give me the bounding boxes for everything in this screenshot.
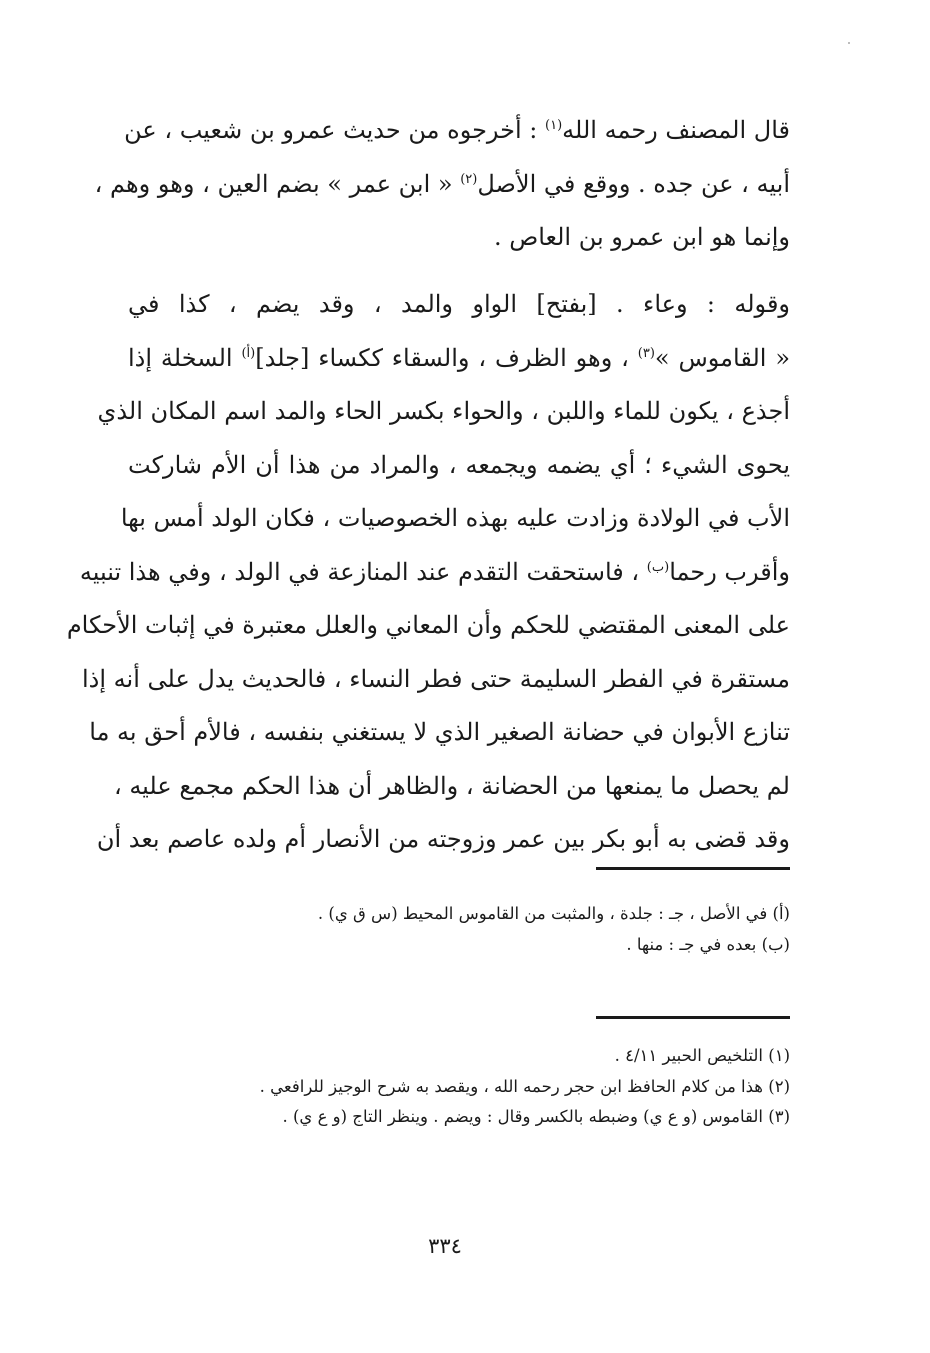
footnote-ref: (٢)	[460, 171, 478, 187]
text-line	[82, 653, 790, 707]
footnote-divider	[596, 867, 790, 870]
text-segment: : أخرجوه من حديث عمرو بن شعيب ، عن	[124, 116, 546, 144]
footnote: (٢) هذا من كلام الحافظ ابن حجر رحمه الله ، ويقصد به شرح الوجيز للرافعي .	[259, 1076, 790, 1096]
footnote: (أ) في الأصل ، جـ : جلدة ، والمثبت من القاموس المحيط (س ق ي) .	[317, 904, 790, 923]
footnote-ref: (١)	[545, 118, 563, 133]
text-line	[113, 760, 790, 814]
text-line	[79, 546, 790, 600]
lettered-footnotes	[128, 899, 790, 960]
main-paragraph-1	[94, 104, 790, 265]
text-segment: مستقرة في الفطر السليمة حتى فطر النساء ، فالحديث يدل على أنه إذا	[82, 664, 790, 693]
text-segment: أجذع ، يكون للماء واللبن ، والحواء بكسر الحاء والمد اسم المكان الذي	[97, 397, 790, 425]
text-segment: أبيه ، عن جده . ووقع في الأصل	[477, 169, 790, 198]
text-segment: وأقرب رحما	[669, 557, 790, 586]
text-line	[124, 104, 790, 158]
text-segment: وقد قضى به أبو بكر بين عمر وزوجته من الأنصار أم ولده عاصم بعد أن	[96, 825, 790, 853]
footnote: (١) التلخيص الحبير ٤/١١ .	[614, 1046, 790, 1065]
footnote-ref: (٣)	[637, 345, 655, 361]
text-line	[94, 158, 790, 212]
main-paragraph-2	[66, 278, 790, 867]
text-line	[89, 706, 790, 760]
text-segment: « ابن عمر » بضم العين ، وهو وهم ،	[94, 169, 461, 198]
text-line	[128, 439, 790, 493]
text-line	[128, 211, 790, 265]
text-segment: يحوى الشيء ؛ أي يضمه ويجمعه ، والمراد من هذا أن الأم شاركت	[128, 450, 790, 479]
text-line	[120, 492, 790, 546]
footnote-divider	[596, 1016, 790, 1019]
text-segment: قال المصنف رحمه الله	[562, 116, 790, 144]
text-segment: على المعنى المقتضي للحكم وأن المعاني والعلل معتبرة في إثبات الأحكام	[66, 611, 790, 639]
numbered-footnotes	[128, 1041, 790, 1133]
text-line	[66, 599, 790, 653]
scan-mark	[848, 42, 850, 44]
footnote-ref: (أ)	[241, 345, 256, 361]
text-segment: وإنما هو ابن عمرو بن العاص .	[493, 223, 790, 251]
text-segment: السخلة إذا	[128, 343, 242, 372]
text-segment: ، وهو الظرف ، والسقاء ككساء [جلد]	[255, 343, 638, 372]
text-line	[128, 278, 790, 332]
text-segment: الأب في الولادة وزادت عليه بهذه الخصوصيات ، فكان الولد أمس بها	[120, 504, 790, 532]
text-segment: تنازع الأبوان في حضانة الصغير الذي لا يستغني بنفسه ، فالأم أحق به ما	[89, 718, 790, 746]
page-number: ٣٣٤	[428, 1234, 462, 1258]
text-segment: وقوله : وعاء . [بفتح] الواو والمد ، وقد يضم ، كذا في	[128, 290, 790, 318]
footnote: (ب) بعده في جـ : منها .	[626, 934, 790, 954]
text-segment: « القاموس »	[654, 343, 790, 372]
text-line	[128, 332, 790, 386]
text-segment: ، فاستحقت التقدم عند المنازعة في الولد ، وفي هذا تنبيه	[79, 557, 647, 586]
footnote-ref: (ب)	[646, 559, 670, 575]
footnote: (٣) القاموس (و ع ي) وضبطه بالكسر وقال : ويضم . وينظر التاج (و ع ي) .	[282, 1107, 790, 1126]
text-line	[97, 385, 790, 439]
text-segment: لم يحصل ما يمنعها من الحضانة ، والظاهر أن هذا الحكم مجمع عليه ،	[113, 771, 790, 800]
text-line	[96, 813, 790, 867]
